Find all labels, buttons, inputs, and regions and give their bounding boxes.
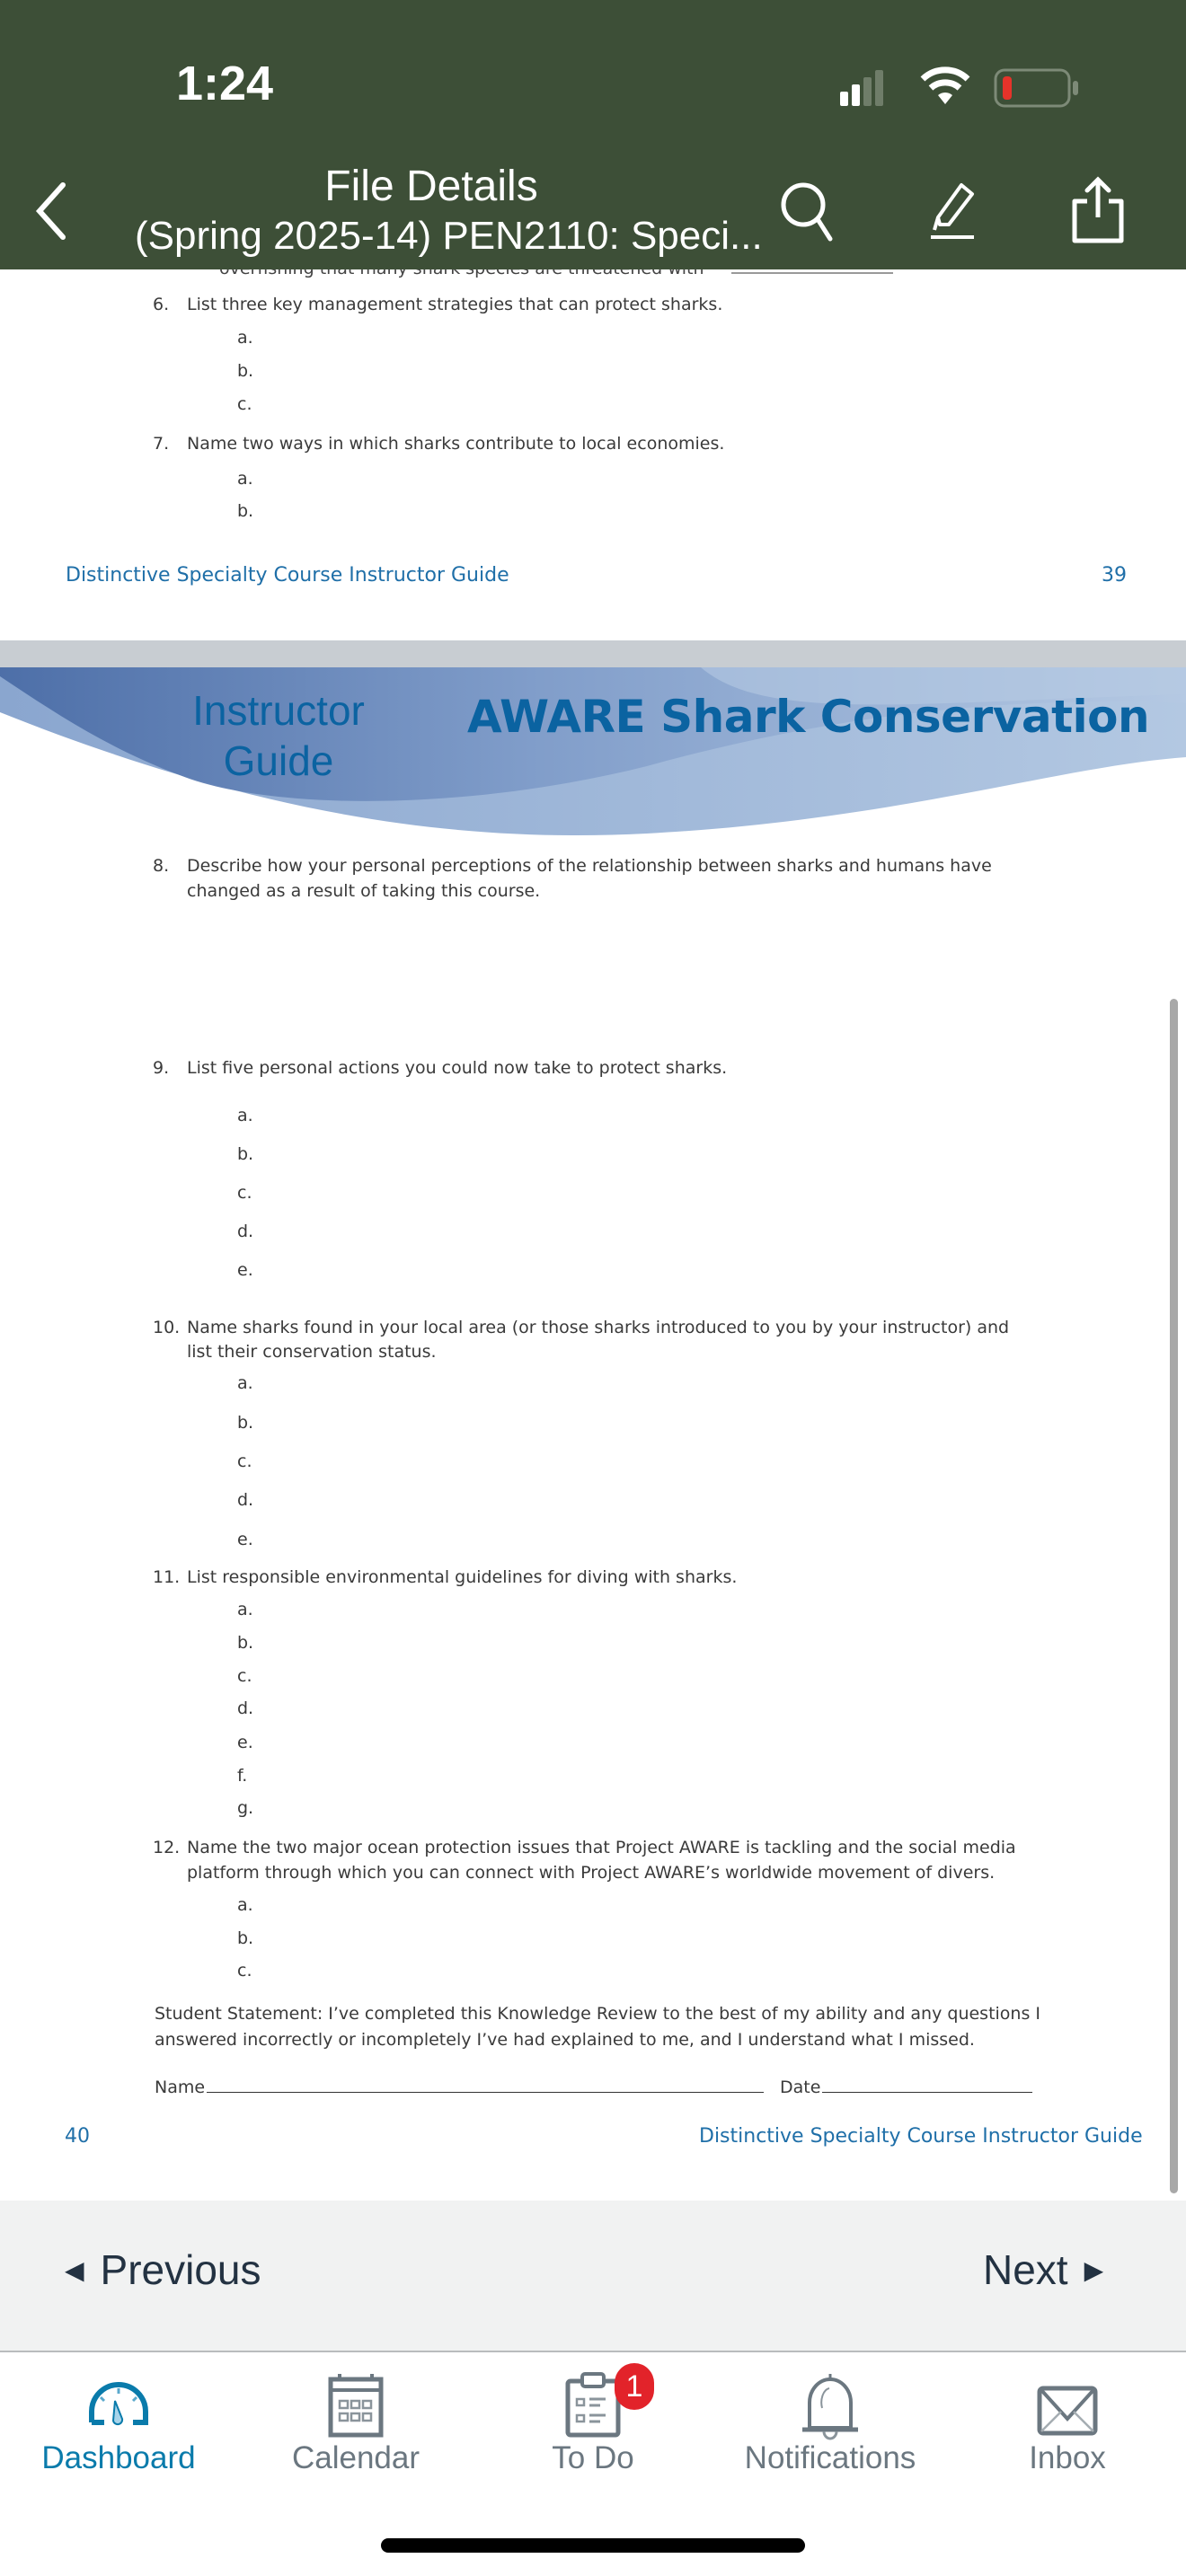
banner-left-line: Guide bbox=[223, 737, 334, 784]
caret-left-icon: ◀ bbox=[65, 2256, 84, 2284]
question-6 bbox=[153, 295, 722, 314]
tab-label: Calendar bbox=[291, 2440, 420, 2475]
answer-item: d. bbox=[237, 1698, 254, 1718]
question-number: 11. bbox=[153, 1567, 181, 1587]
banner-title: AWARE Shark Conservation bbox=[467, 691, 1150, 743]
answer-item: b. bbox=[237, 1413, 254, 1433]
home-indicator[interactable] bbox=[381, 2538, 805, 2553]
answer-item: a. bbox=[237, 328, 253, 348]
scrollbar[interactable] bbox=[1170, 999, 1178, 2193]
answer-item: g. bbox=[237, 1798, 254, 1818]
question-9 bbox=[153, 1058, 727, 1078]
dashboard-gauge-icon bbox=[84, 2372, 153, 2430]
question-11 bbox=[153, 1567, 737, 1587]
answer-item: a. bbox=[237, 1895, 253, 1915]
question-number: 8. bbox=[153, 856, 170, 876]
share-icon[interactable] bbox=[1069, 176, 1127, 244]
question-text-cont: platform through which you can connect with Project AWARE’s worldwide movement of divers. bbox=[187, 1863, 996, 1883]
previous-button[interactable] bbox=[65, 2245, 261, 2294]
question-text: List three key management strategies that can protect sharks. bbox=[187, 295, 723, 314]
question-number: 9. bbox=[153, 1058, 170, 1078]
question-number: 12. bbox=[153, 1838, 181, 1857]
question-number: 7. bbox=[153, 434, 170, 454]
highlighter-icon[interactable] bbox=[925, 180, 979, 243]
answer-item: e. bbox=[237, 1260, 253, 1280]
answer-item: a. bbox=[237, 1373, 253, 1393]
question-text: List responsible environmental guidelines for diving with sharks. bbox=[187, 1567, 738, 1587]
answer-item: f. bbox=[237, 1766, 248, 1786]
question-8 bbox=[153, 856, 992, 876]
question-text: Name the two major ocean protection issues that Project AWARE is tackling and the social media bbox=[187, 1838, 1016, 1857]
status-time: 1:24 bbox=[176, 57, 274, 110]
question-text-cont: changed as a result of taking this course. bbox=[187, 881, 541, 901]
page-number: 40 bbox=[65, 2125, 90, 2148]
answer-item: c. bbox=[237, 1451, 252, 1471]
cellular-signal-icon bbox=[840, 68, 903, 106]
answer-item: c. bbox=[237, 1666, 252, 1686]
pagination-bar bbox=[0, 2201, 1186, 2352]
tab-dashboard[interactable] bbox=[0, 2352, 237, 2487]
question-text: Describe how your personal perceptions of the relationship between sharks and humans have bbox=[187, 856, 992, 876]
tab-label: Notifications bbox=[744, 2440, 916, 2475]
app-header bbox=[0, 0, 1186, 269]
wifi-icon bbox=[918, 65, 972, 106]
answer-item: a. bbox=[237, 1600, 253, 1619]
answer-item: b. bbox=[237, 1928, 254, 1948]
question-12 bbox=[153, 1838, 1016, 1857]
page-footer-title: Distinctive Specialty Course Instructor Guide bbox=[66, 564, 509, 587]
answer-item: b. bbox=[237, 1144, 254, 1164]
answer-item: a. bbox=[237, 469, 253, 489]
answer-item: c. bbox=[237, 1183, 252, 1203]
page-separator bbox=[0, 640, 1186, 667]
question-text: Name two ways in which sharks contribute to local economies. bbox=[187, 434, 725, 454]
answer-item: c. bbox=[237, 1961, 252, 1981]
question-text-cont: list their conservation status. bbox=[187, 1342, 437, 1362]
todo-count-badge: 1 bbox=[615, 2363, 654, 2410]
bell-icon bbox=[799, 2372, 862, 2444]
header-title: File Details bbox=[324, 163, 538, 210]
tab-label: Dashboard bbox=[41, 2440, 196, 2475]
tab-todo[interactable] bbox=[474, 2352, 712, 2487]
question-7 bbox=[153, 434, 724, 454]
answer-item: b. bbox=[237, 501, 254, 521]
tab-calendar[interactable] bbox=[237, 2352, 474, 2487]
name-line bbox=[207, 2092, 764, 2093]
student-statement-cont: answered incorrectly or incompletely I’ve had explained to me, and I understand what I missed. bbox=[155, 2030, 975, 2050]
answer-item: e. bbox=[237, 1733, 253, 1752]
instructor-guide-label bbox=[171, 685, 386, 786]
question-text: Name sharks found in your local area (or those sharks introduced to you by your instructor) and bbox=[187, 1318, 1010, 1337]
blank-line bbox=[731, 272, 893, 274]
caret-right-icon: ▶ bbox=[1084, 2256, 1104, 2284]
answer-item: d. bbox=[237, 1222, 254, 1241]
tab-inbox[interactable] bbox=[949, 2352, 1186, 2487]
answer-item: e. bbox=[237, 1530, 253, 1549]
question-10 bbox=[153, 1318, 1009, 1337]
question-number: 6. bbox=[153, 295, 170, 314]
page-footer-title: Distinctive Specialty Course Instructor Guide bbox=[699, 2125, 1143, 2148]
answer-item: b. bbox=[237, 361, 254, 381]
battery-icon bbox=[994, 68, 1080, 108]
banner-left-line: Instructor bbox=[192, 687, 365, 734]
answer-item: c. bbox=[237, 394, 252, 414]
date-line bbox=[822, 2092, 1032, 2093]
name-label: Name bbox=[155, 2078, 206, 2097]
date-field bbox=[780, 2078, 1032, 2097]
date-label: Date bbox=[780, 2078, 821, 2097]
answer-item: b. bbox=[237, 1633, 254, 1653]
question-text: List five personal actions you could now take to protect sharks. bbox=[187, 1058, 728, 1078]
next-button[interactable] bbox=[983, 2245, 1103, 2294]
tab-label: Inbox bbox=[1029, 2440, 1106, 2475]
clipboard-todo-icon bbox=[564, 2372, 622, 2439]
tab-label: To Do bbox=[552, 2440, 634, 2475]
answer-item: a. bbox=[237, 1106, 253, 1125]
next-label: Next bbox=[983, 2246, 1068, 2293]
previous-label: Previous bbox=[100, 2246, 261, 2293]
question-number: 10. bbox=[153, 1318, 181, 1337]
search-icon[interactable] bbox=[778, 180, 836, 243]
envelope-icon bbox=[1036, 2372, 1099, 2439]
calendar-icon bbox=[327, 2372, 385, 2439]
page-banner bbox=[0, 667, 1186, 838]
student-statement: Student Statement: I’ve completed this Knowledge Review to the best of my ability and any questions I bbox=[155, 2004, 1041, 2024]
header-subtitle: (Spring 2025-14) PEN2110: Speci... bbox=[135, 214, 763, 258]
page-number: 39 bbox=[1102, 564, 1127, 587]
tab-notifications[interactable] bbox=[712, 2352, 949, 2487]
name-field bbox=[155, 2078, 764, 2097]
answer-item: d. bbox=[237, 1490, 254, 1510]
